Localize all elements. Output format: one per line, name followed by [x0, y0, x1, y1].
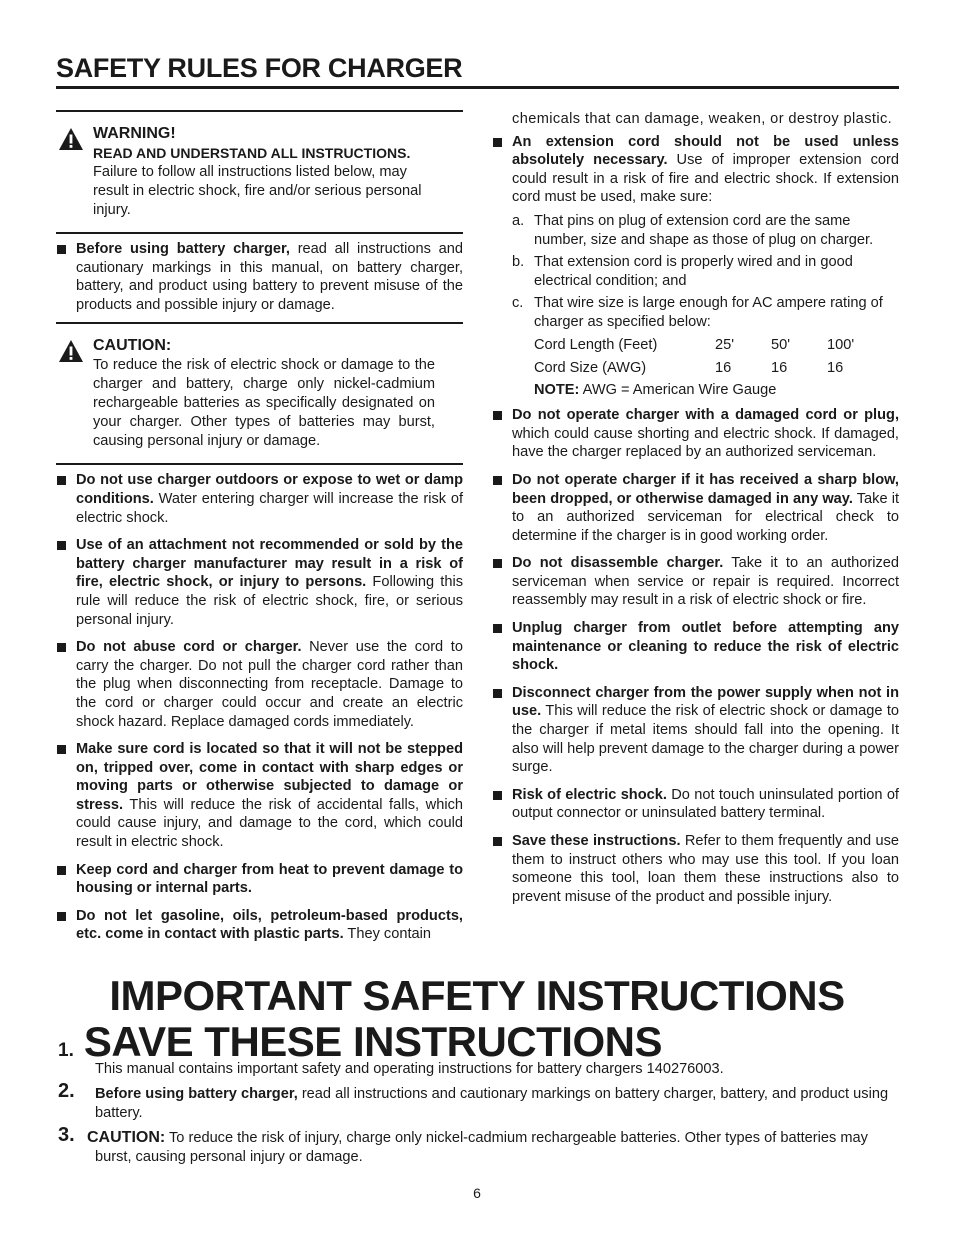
page-number: 6	[473, 1185, 481, 1201]
list-item	[56, 861, 463, 898]
table-cell: 16	[715, 359, 732, 376]
step-2-text	[95, 1085, 900, 1122]
bullet-text: This will reduce the risk of electric shock or damage to the charger if metal items should fall into the opening. It also will help prevent damage to the charger during a power surge.	[512, 703, 899, 776]
bullet-text: They contain	[343, 926, 431, 943]
bullet-bold: Use of an attachment not recommended or sold by the battery charger manufacturer may result in a risk of fire, electric shock, or injury to persons.	[76, 537, 463, 591]
sub-item	[512, 294, 899, 331]
continuation-text: chemicals that can damage, weaken, or destroy plastic.	[512, 111, 893, 127]
bullet-text: Take it to an authorized serviceman for electrical check to determine if the charger is in good working order.	[512, 490, 899, 544]
sub-text: That wire size is large enough for AC ampere rating of charger as specified below:	[534, 295, 883, 330]
extension-sublist	[492, 212, 899, 399]
sub-text: That extension cord is properly wired and in good electrical condition; and	[534, 254, 853, 289]
step-bold: Before using battery charger,	[95, 1086, 298, 1102]
table-row	[534, 334, 883, 357]
list-item	[56, 536, 463, 629]
list-item	[56, 638, 463, 731]
bullet-text: Refer to them frequently and use them to instruct others who may use this tool. If you loan someone this tool, loan them these instructions also to prevent misuse of the product and possible injury.	[512, 833, 899, 905]
warning-subtitle: READ AND UNDERSTAND ALL INSTRUCTIONS.	[93, 145, 411, 161]
caution-title: CAUTION:	[93, 337, 172, 355]
bullet-text: read all instructions and cautionary markings in this manual, on battery charger, battery, and product using battery to prevent misuse of the products and possible injury or damage.	[76, 241, 463, 313]
table-cell: 16	[771, 359, 788, 376]
sub-item	[512, 212, 899, 249]
list-item	[492, 619, 899, 675]
bullet-text: which could cause shorting and electric shock. If damaged, have the charger replaced by an authorized serviceman.	[512, 425, 899, 461]
step-bold: CAUTION:	[87, 1129, 166, 1146]
sub-letter: b.	[512, 254, 525, 271]
bullet-bold: Keep cord and charger from heat to prevent damage to housing or internal parts.	[76, 861, 463, 897]
warning-bottom-rule	[56, 232, 463, 234]
caution-bottom-rule	[56, 463, 463, 465]
bullet-text: Use of improper extension cord could result in a risk of fire and electric shock. If extension cord must be used, make sure:	[512, 152, 899, 206]
bullet-text: Take it to an authorized serviceman when service or repair is required. Incorrect reassembly may result in a risk of electric shock or fire.	[512, 555, 899, 609]
step-text: read all instructions and cautionary markings on battery charger, battery, and product using battery.	[95, 1086, 889, 1121]
bullet-text: Water entering charger will increase the risk of electric shock.	[76, 490, 463, 526]
manual-note: This manual contains important safety and operating instructions for battery chargers 140276003.	[95, 1061, 724, 1077]
bullet-text: Do not touch uninsulated portion of output connector or uninsulated battery terminal.	[512, 786, 899, 822]
list-item	[492, 832, 899, 906]
list-item	[492, 406, 899, 462]
note-label: NOTE:	[534, 381, 580, 398]
table-cell: Cord Length (Feet)	[534, 336, 658, 353]
bullet-bold: Do not abuse cord or charger.	[76, 639, 302, 656]
warning-box	[56, 112, 463, 232]
caution-icon	[58, 339, 84, 363]
right-column	[492, 110, 899, 906]
bullet-before-using	[56, 240, 463, 314]
save-instructions-text: SAVE THESE INSTRUCTIONS	[83, 1018, 662, 1065]
table-cell: 100'	[827, 336, 855, 353]
warning-title: WARNING!	[93, 125, 176, 142]
step-number: 1.	[58, 1040, 74, 1061]
sub-text: That pins on plug of extension cord are the same number, size and shape as those of plug on charger.	[534, 212, 874, 248]
bullet-bold: An extension cord should not be used unless absolutely necessary.	[512, 133, 899, 169]
warning-body: Failure to follow all instructions listed below, may result in electric shock, fire and/or serious personal injury.	[93, 164, 422, 218]
bullet-extension-cord	[492, 133, 899, 207]
list-item	[492, 471, 899, 545]
cord-spec-table	[534, 334, 883, 380]
bullet-bold: Do not operate charger with a damaged cord or plug,	[512, 407, 899, 424]
awg-note	[512, 381, 899, 400]
list-item	[492, 554, 899, 610]
table-cell: 25'	[715, 336, 735, 353]
bullet-bold: Do not use charger outdoors or expose to wet or damp conditions.	[76, 472, 463, 507]
bullet-text: Following this rule will reduce the risk of electric shock, fire, or serious personal injury.	[76, 574, 463, 628]
left-column	[56, 110, 463, 944]
bullet-bold: Disconnect charger from the power supply when not in use.	[512, 684, 899, 720]
bullet-bold: Before using battery charger,	[76, 241, 290, 257]
page-header	[56, 52, 899, 89]
caution-body: To reduce the risk of electric shock or damage to the charger and battery, charge only nickel-cadmium rechargeable batteries as specifically designated on your charger. Other types of batteries may burst, causing personal injury or damage.	[93, 357, 435, 450]
bullet-bold: Do not disassemble charger.	[512, 555, 724, 572]
list-item	[492, 684, 899, 777]
list-item	[492, 786, 899, 823]
header-rule	[56, 86, 899, 89]
bullet-bold: Save these instructions.	[512, 833, 681, 849]
important-safety-heading: IMPORTANT SAFETY INSTRUCTIONS	[109, 972, 845, 1019]
step-number: 3.	[58, 1124, 75, 1146]
bullet-bold: Do not operate charger if it has received a sharp blow, been dropped, or otherwise damaged in any way.	[512, 471, 899, 507]
page-title: SAFETY RULES FOR CHARGER	[56, 53, 463, 83]
bullet-text: Never use the cord to carry the charger. Do not pull the charger cord rather than the plug when disconnecting from receptacle. Damage to the cord or charger could occur and create an electric shock hazard. Replace damaged cords immediately.	[76, 639, 463, 730]
note-text: AWG = American Wire Gauge	[579, 381, 777, 398]
sub-letter: a.	[512, 212, 525, 229]
sub-letter: c.	[512, 295, 524, 312]
step-number: 2.	[58, 1080, 75, 1102]
list-item	[56, 740, 463, 852]
bullet-bold: Unplug charger from outlet before attempting any maintenance or cleaning to reduce the risk of electric shock.	[512, 620, 899, 674]
list-item	[56, 907, 463, 944]
caution-box	[56, 324, 463, 463]
bullet-bold: Do not let gasoline, oils, petroleum-based products, etc. come in contact with plastic parts.	[76, 907, 463, 943]
bullet-bold: Risk of electric shock.	[512, 786, 667, 803]
table-cell: Cord Size (AWG)	[534, 359, 647, 376]
warning-icon	[58, 127, 84, 151]
sub-item	[512, 253, 899, 290]
step-text: To reduce the risk of injury, charge only nickel-cadmium rechargeable batteries. Other types of batteries may burst, causing personal injury or damage.	[95, 1130, 868, 1165]
table-row	[534, 357, 883, 380]
bullet-text: This will reduce the risk of accidental falls, which could cause injury, and damage to the cord, which could result in electric shock.	[76, 796, 463, 851]
step-3-text	[87, 1129, 900, 1166]
bullet-bold: Make sure cord is located so that it will not be stepped on, tripped over, come in contact with sharp edges or moving parts or otherwise subjected to damage or stress.	[76, 741, 463, 813]
list-item	[56, 471, 463, 527]
table-cell: 50'	[771, 336, 791, 353]
table-cell: 16	[827, 359, 844, 376]
